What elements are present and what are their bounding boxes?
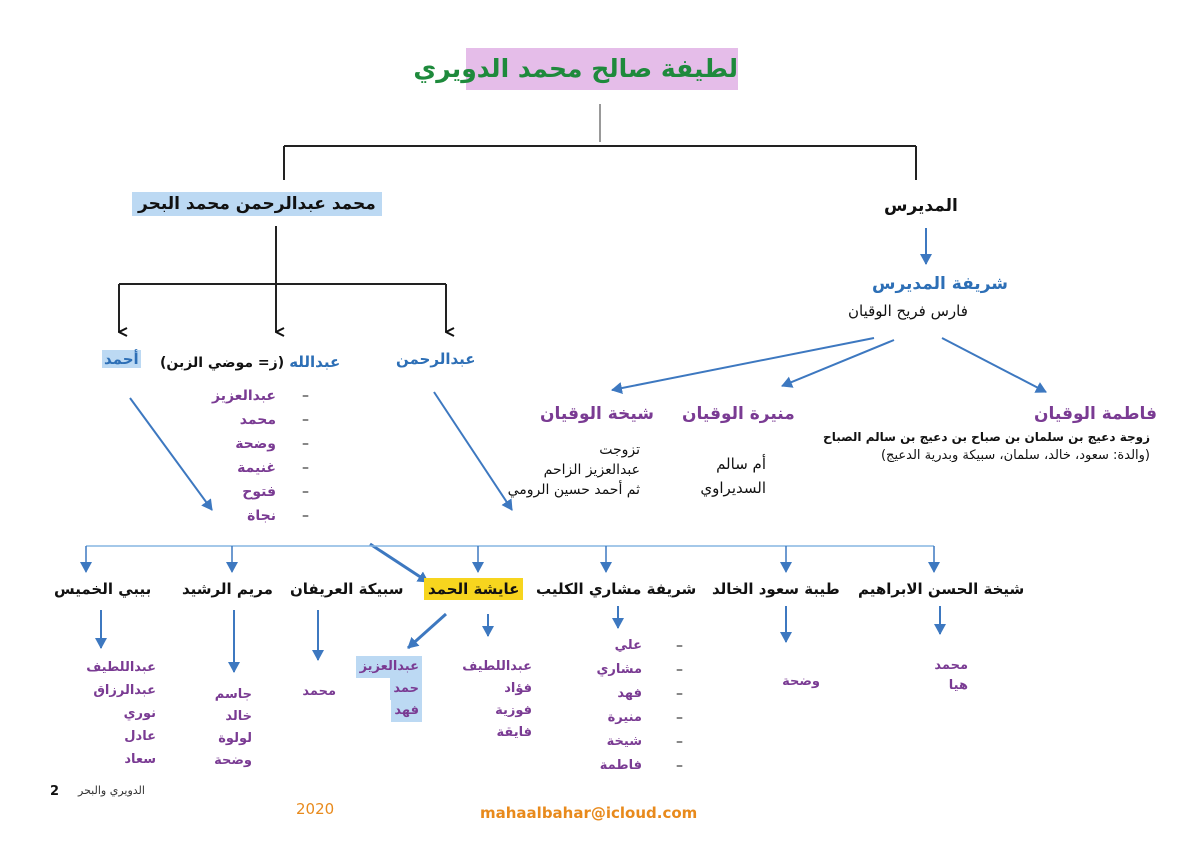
fatima-waqayan-name: فاطمة الوقيان <box>1034 404 1157 424</box>
shaikha-waqayan-name: شيخة الوقيان <box>540 404 654 424</box>
footer-year: 2020 <box>296 800 335 818</box>
munira-waqayan-note: أم سالم السديراوي <box>700 455 766 497</box>
right-spouse-name: المديرس <box>884 196 958 216</box>
root-title: لطيفة صالح محمد الدويري <box>466 48 738 90</box>
sharifa-name: شريفة المديرس <box>872 274 1008 294</box>
children-sharifa-mishari: علي مشاري فهد منيرة شيخة فاطمة <box>596 638 642 773</box>
child: وضحة <box>235 436 276 452</box>
abdullah-spouse: (ز= موضي الزبن) <box>160 355 285 371</box>
wife-tayba-saud: طيبة سعود الخالد <box>712 580 840 598</box>
footer-caption: الدويري والبحر <box>78 784 145 797</box>
child: عبدالعزيز <box>212 388 276 404</box>
wife-mariam-rashid: مريم الرشيد <box>182 580 273 598</box>
munira-waqayan-name: منيرة الوقيان <box>682 404 795 424</box>
wife-aisha-hamad: عايشة الحمد <box>424 578 523 600</box>
children-aisha-hamad: عبداللطيف فؤاد فوزية فايقة <box>462 659 532 740</box>
children-bibi-khamis: عبداللطيف عبدالرزاق نوري عادل سعاد <box>86 660 156 767</box>
shaikha-waqayan-note: تزوجت عبدالعزيز الزاحم ثم أحمد حسين الرومي <box>507 442 640 498</box>
children-mariam-rashid: جاسم خالد لولوة وضحة <box>214 687 252 768</box>
faris-name: فارس فريح الوقيان <box>848 302 968 320</box>
child: فتوح <box>242 484 276 500</box>
wife-sharifa-mishari: شريفة مشاري الكليب <box>536 580 697 598</box>
wife-bibi-khamis: بيبي الخميس <box>54 580 152 598</box>
abdullah-group <box>160 352 340 371</box>
abdulrahman-name: عبدالرحمن <box>396 350 476 368</box>
ahmad-name: أحمد <box>104 350 139 368</box>
child: محمد <box>239 412 276 428</box>
children-ahmad: عبدالعزيز حمد فهد <box>356 656 422 722</box>
wife-shaikha-hasan: شيخة الحسن الابراهيم <box>858 580 1025 598</box>
children-shaikha-hasan: محمد هيا <box>934 658 968 693</box>
children-sabika-arifan: محمد <box>302 684 336 699</box>
children-tayba-saud: وضحة <box>782 674 820 689</box>
abdullah-name: عبدالله <box>289 353 341 371</box>
child: نجاة <box>247 508 276 524</box>
fatima-waqayan-note: زوجة دعيج بن سلمان بن صباح بن دعيج بن سالم الصباح (والدة: سعود، خالد، سلمان، سبيكة وبدرية الدعيج) <box>823 430 1150 463</box>
abdullah-children <box>204 384 276 528</box>
footer-email: mahaalbahar@icloud.com <box>480 804 698 822</box>
wife-sabika-arifan: سبيكة العريفان <box>290 580 404 598</box>
abdullah-dashes: – – – – – – <box>302 388 309 524</box>
child: غنيمة <box>237 460 276 476</box>
page-number: 2 <box>50 784 60 799</box>
left-spouse-name: محمد عبدالرحمن محمد البحر <box>132 192 382 216</box>
sharifa-dashes: – – – – – – <box>676 638 683 774</box>
